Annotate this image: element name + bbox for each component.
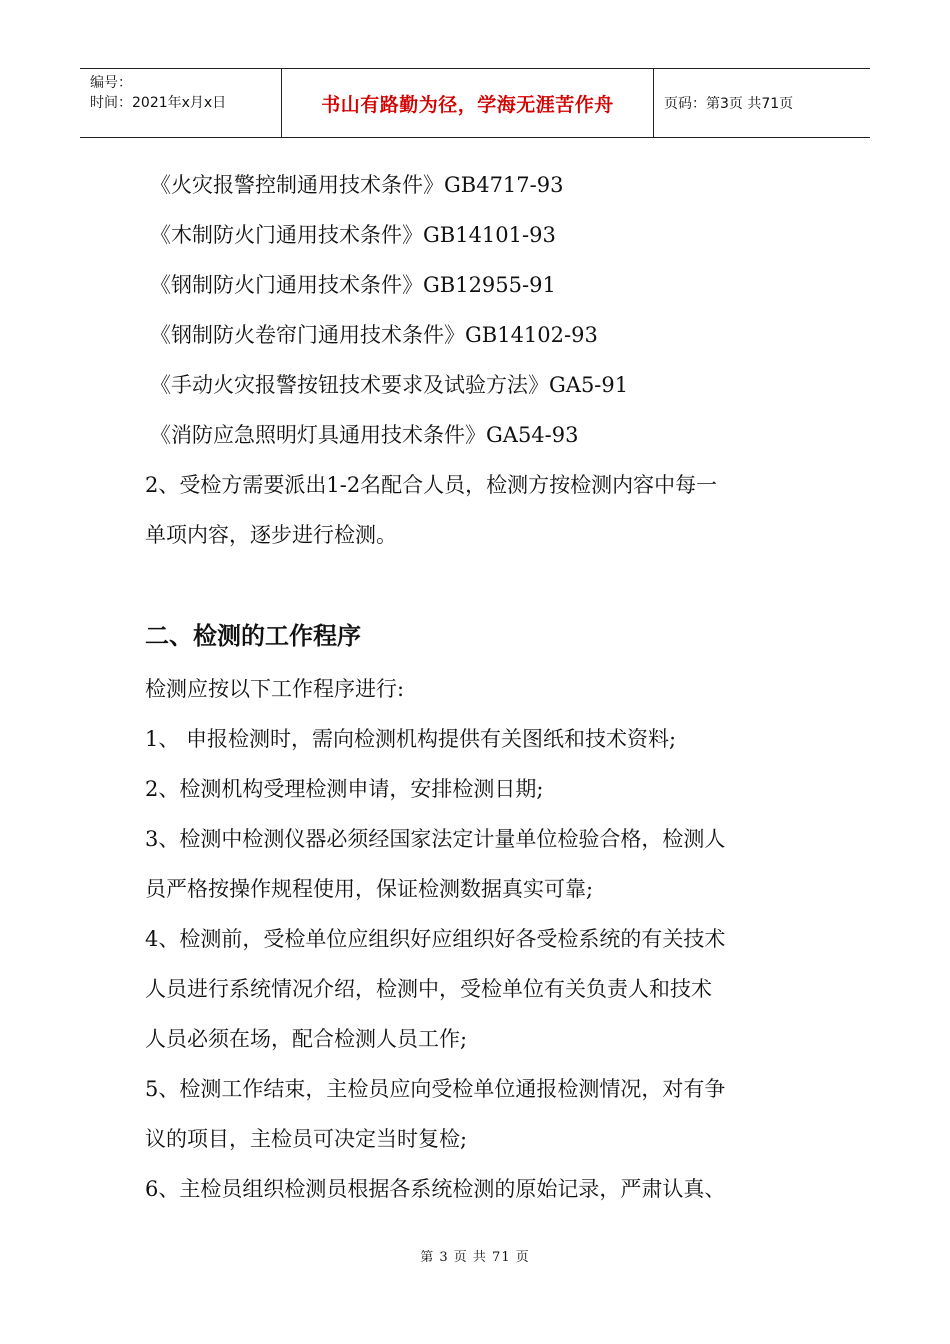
document-body <box>145 160 815 1214</box>
standard-item: 《钢制防火卷帘门通用技术条件》GB14102-93 <box>150 323 598 347</box>
paragraph-line: 人员进行系统情况介绍，检测中，受检单位有关负责人和技术 <box>145 977 712 1001</box>
standard-item: 《木制防火门通用技术条件》GB14101-93 <box>150 223 556 247</box>
paragraph-line: 1、 申报检测时，需向检测机构提供有关图纸和技术资料; <box>145 727 677 751</box>
number-label: 编号： <box>90 75 132 91</box>
time-label: 时间：2021年x月x日 <box>90 95 227 111</box>
paragraph-line: 6、主检员组织检测员根据各系统检测的原始记录，严肃认真、 <box>145 1177 726 1201</box>
standard-item: 《手动火灾报警按钮技术要求及试验方法》GA5-91 <box>150 373 629 397</box>
section-heading: 二、检测的工作程序 <box>145 622 361 650</box>
header-meta <box>80 69 282 137</box>
paragraph-line: 员严格按操作规程使用，保证检测数据真实可靠; <box>145 877 594 901</box>
paragraph-line: 单项内容，逐步进行检测。 <box>145 523 397 547</box>
paragraph-line: 2、检测机构受理检测申请，安排检测日期; <box>145 777 544 801</box>
standard-item: 《钢制防火门通用技术条件》GB12955-91 <box>150 273 556 297</box>
section-intro: 检测应按以下工作程序进行: <box>145 677 405 701</box>
header-motto: 书山有路勤为径，学海无涯苦作舟 <box>282 69 654 137</box>
page-header <box>80 68 870 138</box>
paragraph-line: 3、检测中检测仪器必须经国家法定计量单位检验合格，检测人 <box>145 827 726 851</box>
standard-item: 《火灾报警控制通用技术条件》GB4717-93 <box>150 173 564 197</box>
page-footer: 第 3 页 共 71 页 <box>420 1250 530 1265</box>
paragraph-line: 议的项目，主检员可决定当时复检; <box>145 1127 468 1151</box>
paragraph-line: 4、检测前，受检单位应组织好应组织好各受检系统的有关技术 <box>145 927 726 951</box>
standard-item: 《消防应急照明灯具通用技术条件》GA54-93 <box>150 423 579 447</box>
paragraph-line: 5、检测工作结束，主检员应向受检单位通报检测情况，对有争 <box>145 1077 726 1101</box>
header-page-info: 页码：第3页 共71页 <box>664 96 794 112</box>
paragraph-line: 2、受检方需要派出1-2名配合人员，检测方按检测内容中每一 <box>145 473 718 497</box>
paragraph-line: 人员必须在场，配合检测人员工作; <box>145 1027 468 1051</box>
